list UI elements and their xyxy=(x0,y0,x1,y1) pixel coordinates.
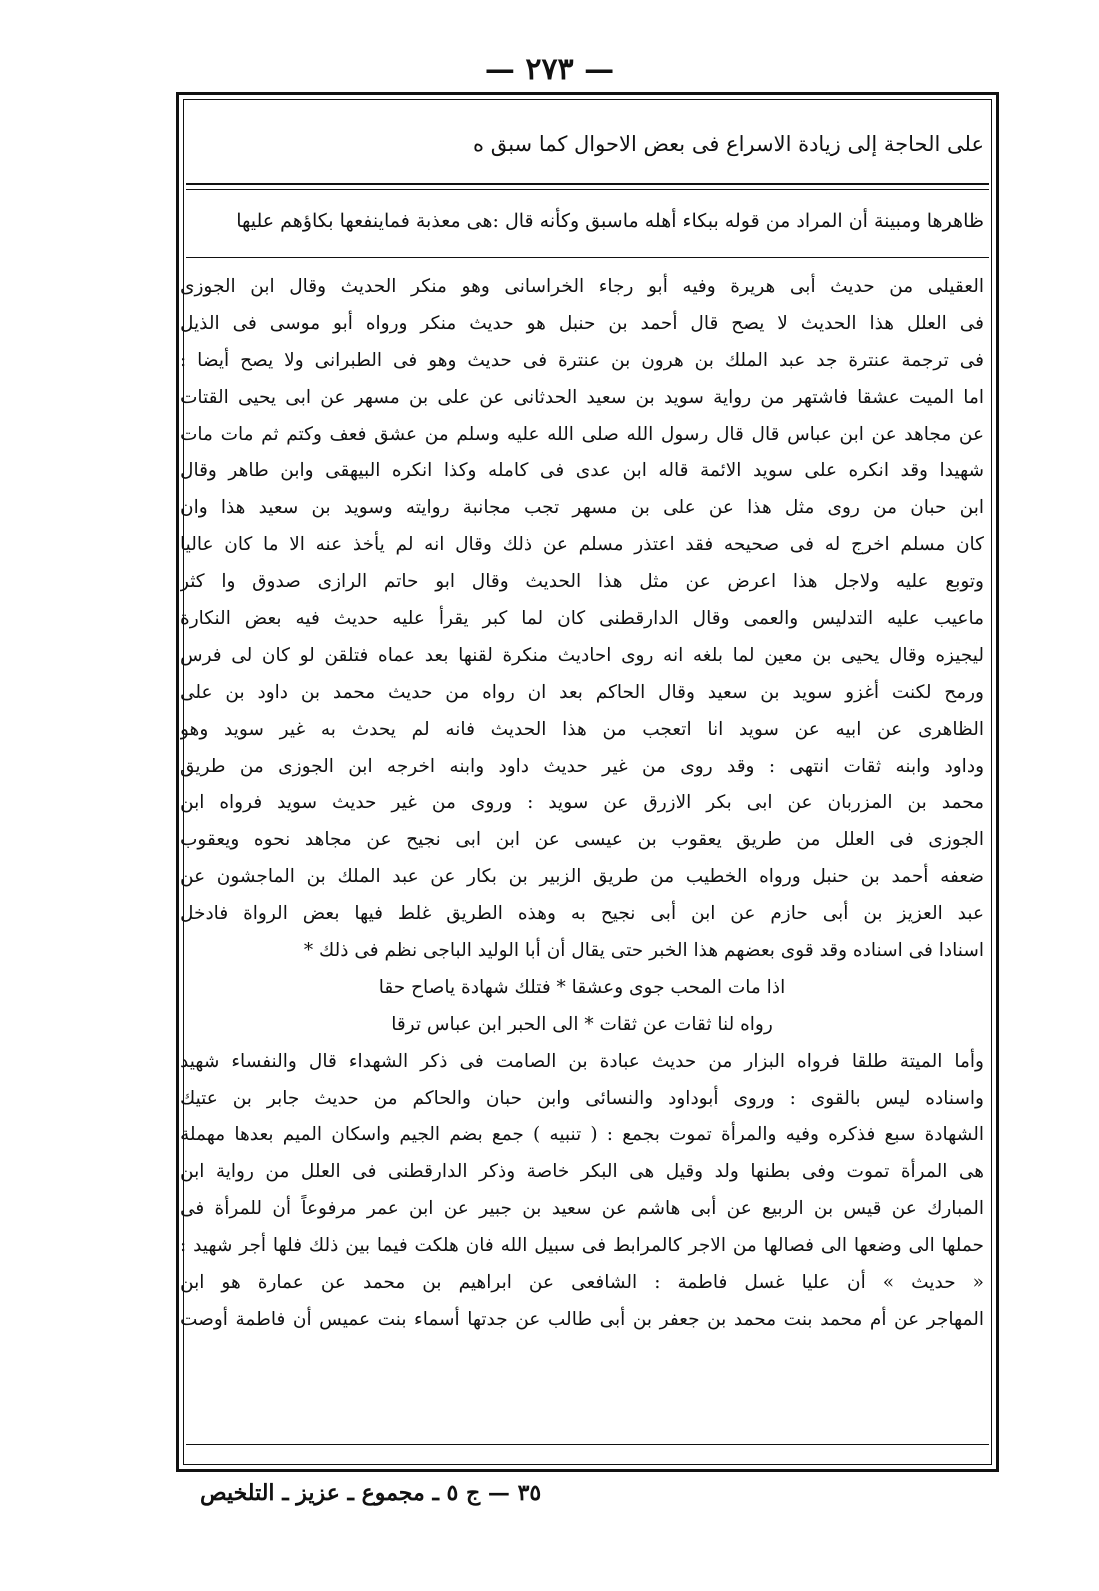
note-line: « حديث » أن عليا غسل فاطمة : الشافعى عن ابراهيم بن محمد عن عمارة هو ابن xyxy=(180,1272,984,1294)
note-line: ليجيزه وقال يحيى بن معين لما بلغه انه روى احاديث منكرة لقنها بعد عماه فتلقن لو كان لى فرس xyxy=(180,644,984,666)
note-line: وتوبع عليه ولاجل هذا اعرض عن مثل هذا الحديث وقال ابو حاتم الرازى صدوق وا كثر xyxy=(180,571,984,593)
notes-section xyxy=(180,269,984,1339)
note-line: عبد العزيز بن أبى حازم عن ابن أبى نجيح به وهذه الطريق غلط فيها بعض الرواة فادخل xyxy=(180,903,984,925)
note-line: الظاهرى عن ابيه عن سويد انا اتعجب من هذا الحديث فانه لم يحدث به غير سويد وهو xyxy=(180,718,984,740)
note-line: ورمح لكنت أغزو سويد بن سعيد وقال الحاكم بعد ان رواه من حديث محمد بن داود بن على xyxy=(180,681,984,703)
note-line: هى المرأة تموت وفى بطنها ولد وقيل هى البكر خاصة وذكر الدارقطنى فى العلل من رواية ابن xyxy=(180,1161,984,1183)
note-line: وداود وابنه ثقات انتهى : وقد روى من غير حديث داود وابنه اخرجه ابن الجوزى من طريق xyxy=(180,755,984,777)
note-line: ماعيب عليه التدليس والعمى وقال الدارقطنى كان لما كبر يقرأ عليه حديث فيه بعض النكارة xyxy=(180,608,984,630)
footer-text: ٣٥ — ج ٥ ـ مجموع ـ عزيز ـ التلخيص xyxy=(200,1480,542,1506)
note-line: كان مسلم اخرج له فى صحيحه فقد اعتذر مسلم عن ذلك وقال انه لم يأخذ عنه الا ما كان عاليا xyxy=(180,534,984,556)
note-line: عن مجاهد عن ابن عباس قال قال رسول الله صلى الله عليه وسلم من عشق فعف وكتم ثم مات مات xyxy=(180,423,984,445)
note-line: اسنادا فى اسناده وقد قوى بعضهم هذا الخبر حتى يقال أن أبا الوليد الباجى نظم فى ذلك * xyxy=(303,940,984,962)
note-line: المبارك عن قيس بن الربيع عن أبى هاشم عن سعيد بن جبير عن ابن عمر مرفوعاً أن للمرأة فى xyxy=(180,1198,984,1220)
note-line: العقيلى من حديث أبى هريرة وفيه أبو رجاء الخراسانى وهو منكر الحديث وقال ابن الجوزى xyxy=(180,276,984,297)
note-line: وأما الميتة طلقا فرواه البزار من حديث عبادة بن الصامت فى ذكر الشهداء قال والنفساء شهيد xyxy=(180,1050,984,1072)
footer-signature xyxy=(200,1480,800,1506)
note-line: حملها الى وضعها الى فصالها من الاجر كالمرابط فى سبيل الله فان هلكت فيما بين ذلك فلها أجر شهيد : xyxy=(180,1235,984,1257)
note-line: ابن حبان من روى مثل هذا عن على بن مسهر تجب مجانبة روايته وسويد بن سعيد هذا وان xyxy=(180,497,984,519)
note-line: شهيدا وقد انكره على سويد الائمة قاله ابن عدى فى كامله وكذا انكره البيهقى وابن طاهر وقال xyxy=(180,460,984,482)
page-number: — ٢٧٣ — xyxy=(484,52,615,87)
note-line: المهاجر عن أم محمد بنت محمد بن جعفر بن أبى طالب عن جدتها أسماء بنت عميس أن فاطمة أوصت xyxy=(180,1308,984,1330)
bottom-rule xyxy=(186,1444,989,1445)
main-text: على الحاجة إلى زيادة الاسراع فى بعض الاحوال كما سبق ه xyxy=(473,132,984,156)
note-line: فى العلل هذا الحديث لا يصح قال أحمد بن حنبل هو حديث منكر ورواه أبو موسى فى الذيل xyxy=(180,312,984,334)
separator-rule xyxy=(186,257,989,258)
note-line: اما الميت عشقا فاشتهر من رواية سويد بن سعيد الحدثانى عن على بن مسهر عن ابى يحيى القتات xyxy=(180,386,984,408)
verse-line: رواه لنا ثقات عن ثقات * الى الحبر ابن عباس ترقا xyxy=(391,1013,773,1035)
separator-rule xyxy=(186,189,989,190)
note-line: واسناده ليس بالقوى : وروى أبوداود والنسائى وابن حبان والحاكم من حديث جابر بن عتيك xyxy=(180,1087,984,1109)
note-line: الجوزى فى العلل من طريق يعقوب بن عيسى عن ابن ابى نجيح عن مجاهد نحوه ويعقوب xyxy=(180,829,984,851)
note-line: ضعفه أحمد بن حنبل ورواه الخطيب من طريق الزبير بن بكار عن عبد الملك بن الماجشون عن xyxy=(180,866,984,888)
note-line: محمد بن المزربان عن ابى بكر الازرق عن سويد : وروى من غير حديث سويد فرواه ابن xyxy=(180,792,984,814)
verse-line: اذا مات المحب جوى وعشقا * فتلك شهادة ياصاح حقا xyxy=(378,976,786,998)
note-line: فى ترجمة عنترة جد عبد الملك بن هرون بن عنترة فى حديث وهو فى الطبرانى ولا يصح أيضا : xyxy=(180,349,984,371)
note-line: الشهادة سبع فذكره وفيه والمرأة تموت بجمع : ( تنبيه ) جمع بضم الجيم واسكان الميم بعدها مهملة xyxy=(180,1124,984,1146)
separator-rule xyxy=(186,183,989,185)
commentary-text: ظاهرها ومبينة أن المراد من قوله ببكاء أهله ماسبق وكأنه قال :هى معذبة فماينفعها بكاؤهم عليها xyxy=(236,210,984,232)
